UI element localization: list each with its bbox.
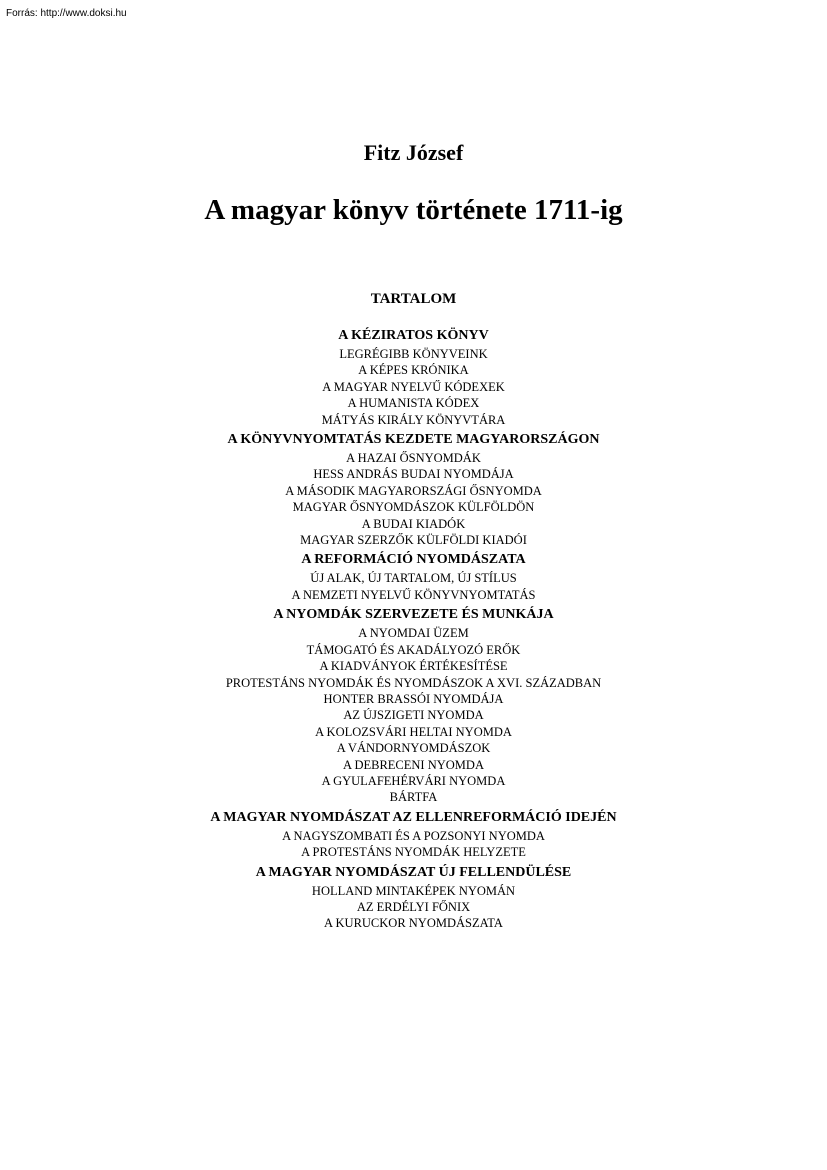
toc-section-title: A REFORMÁCIÓ NYOMDÁSZATA	[301, 552, 526, 568]
source-note: Forrás: http://www.doksi.hu	[6, 8, 127, 19]
toc-item: TÁMOGATÓ ÉS AKADÁLYOZÓ ERŐK	[306, 642, 521, 657]
toc-item: A NEMZETI NYELVŰ KÖNYVNYOMTATÁS	[291, 587, 536, 602]
toc-item: AZ ERDÉLYI FŐNIX	[356, 899, 471, 914]
toc-item: A GYULAFEHÉRVÁRI NYOMDA	[321, 773, 506, 788]
toc-section-title: A NYOMDÁK SZERVEZETE ÉS MUNKÁJA	[273, 607, 554, 623]
toc-item: A HUMANISTA KÓDEX	[347, 396, 480, 411]
toc-item: A HAZAI ŐSNYOMDÁK	[346, 451, 481, 466]
toc-item: MÁTYÁS KIRÁLY KÖNYVTÁRA	[321, 412, 506, 427]
toc-heading: TARTALOM	[370, 291, 457, 307]
toc-section	[0, 327, 827, 428]
toc-item: MAGYAR ŐSNYOMDÁSZOK KÜLFÖLDÖN	[292, 500, 535, 515]
toc-item: BÁRTFA	[389, 790, 438, 805]
toc-section-title: A MAGYAR NYOMDÁSZAT AZ ELLENREFORMÁCIÓ IDEJÉN	[210, 809, 617, 825]
toc-item: LEGRÉGIBB KÖNYVEINK	[339, 347, 488, 361]
author-name: Fitz József	[363, 140, 464, 165]
toc-item: A DEBRECENI NYOMDA	[343, 757, 484, 772]
toc-item: A PROTESTÁNS NYOMDÁK HELYZETE	[301, 845, 526, 860]
toc-item: HONTER BRASSÓI NYOMDÁJA	[323, 691, 504, 706]
toc-section	[0, 606, 827, 805]
toc-section-title: A KÖNYVNYOMTATÁS KEZDETE MAGYARORSZÁGON	[227, 432, 600, 448]
toc-item: ÚJ ALAK, ÚJ TARTALOM, ÚJ STÍLUS	[310, 571, 517, 586]
toc-section	[0, 809, 827, 861]
toc-item: A KIADVÁNYOK ÉRTÉKESÍTÉSE	[319, 659, 508, 674]
toc-item: A NAGYSZOMBATI ÉS A POZSONYI NYOMDA	[282, 828, 545, 843]
toc-section	[0, 864, 827, 932]
toc-item: A KÉPES KRÓNIKA	[358, 363, 469, 378]
toc-item: A KURUCKOR NYOMDÁSZATA	[324, 916, 503, 931]
toc-item: HESS ANDRÁS BUDAI NYOMDÁJA	[313, 467, 514, 482]
toc-item: A VÁNDORNYOMDÁSZOK	[336, 741, 491, 756]
toc-item: HOLLAND MINTAKÉPEK NYOMÁN	[311, 883, 516, 898]
toc-item: MAGYAR SZERZŐK KÜLFÖLDI KIADÓI	[300, 533, 527, 548]
toc-item: A MÁSODIK MAGYARORSZÁGI ŐSNYOMDA	[285, 483, 542, 498]
toc-section-title: A MAGYAR NYOMDÁSZAT ÚJ FELLENDÜLÉSE	[255, 864, 572, 880]
book-title: A magyar könyv története 1711-ig	[204, 194, 623, 226]
toc-section	[0, 551, 827, 603]
toc-item: PROTESTÁNS NYOMDÁK ÉS NYOMDÁSZOK A XVI. SZÁZADBAN	[225, 675, 602, 690]
toc-item: A KOLOZSVÁRI HELTAI NYOMDA	[315, 724, 512, 739]
table-of-contents	[0, 290, 827, 935]
toc-section	[0, 431, 827, 548]
toc-item: A MAGYAR NYELVŰ KÓDEXEK	[322, 379, 505, 394]
toc-item: A NYOMDAI ÜZEM	[358, 626, 469, 641]
toc-item: AZ ÚJSZIGETI NYOMDA	[343, 708, 484, 723]
toc-section-title: A KÉZIRATOS KÖNYV	[338, 328, 489, 343]
toc-item: A BUDAI KIADÓK	[361, 516, 466, 531]
